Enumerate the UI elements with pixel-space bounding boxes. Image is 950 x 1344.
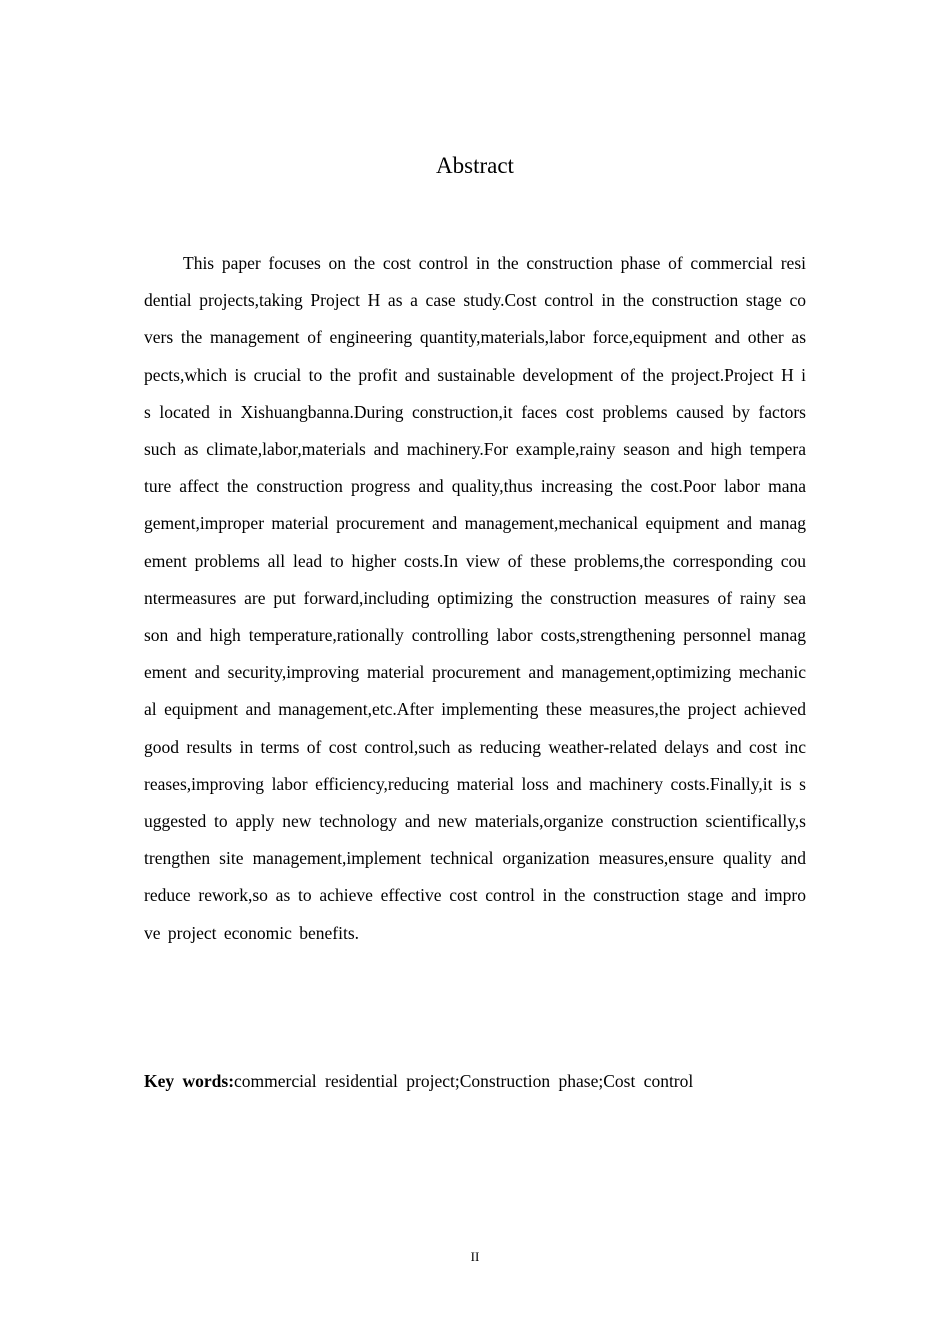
keywords-label: Key words: [144,1071,235,1091]
keywords-line [144,1064,806,1098]
page-title: Abstract [436,153,514,178]
abstract-paragraph: This paper focuses on the cost control in the construction phase of commercial residential projects,taking Project H as a case study.Cost control in the construction stage covers the management of engineering quantity,materials,labor force,equipment and other aspects,which is crucial to the profit and sustainable development of the project.Project H is located in Xishuangbanna.During construction,it faces cost problems caused by factors such as climate,labor,materials and machinery.For example,rainy season and high temperature affect the construction progress and quality,thus increasing the cost.Poor labor management,improper material procurement and management,mechanical equipment and management problems all lead to higher costs.In view of these problems,the corresponding countermeasures are put forward,including optimizing the construction measures of rainy season and high temperature,rationally controlling labor costs,strengthening personnel management and security,improving material procurement and management,optimizing mechanical equipment and management,etc.After implementing these measures,the project achieved good results in terms of cost control,such as reducing weather-related delays and cost increases,improving labor efficiency,reducing material loss and machinery costs.Finally,it is suggested to apply new technology and new materials,organize construction scientifically,strengthen site management,implement technical organization measures,ensure quality and reduce rework,so as to achieve effective cost control in the construction stage and improve project economic benefits. [144,253,806,943]
keywords-text: commercial residential project;Construction phase;Cost control [234,1071,694,1091]
page-number: II [470,1249,480,1264]
